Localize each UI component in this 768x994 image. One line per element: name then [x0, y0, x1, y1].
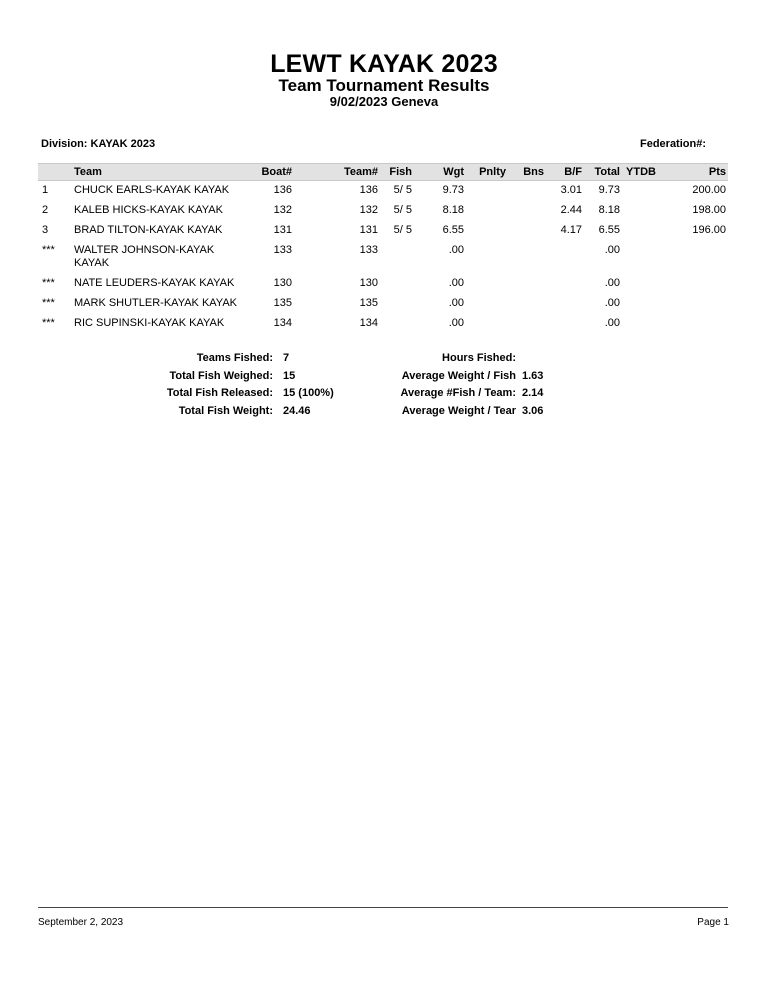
row-fish-count: 5/ 5 [393, 224, 412, 236]
summary-label: Total Fish Weight: [178, 404, 273, 417]
col-fish-header: Fish [380, 164, 414, 181]
row-big-fish: 3.01 [560, 184, 582, 196]
row-boat-number: 130 [273, 277, 292, 289]
row-boat-number: 136 [273, 184, 292, 196]
row-penalty [466, 314, 508, 334]
results-table [38, 163, 728, 334]
row-boat-number: 132 [273, 204, 292, 216]
col-pts-header: Pts [658, 164, 728, 181]
table-row [38, 274, 728, 294]
table-row [38, 201, 728, 221]
col-boat-header: Boat# [244, 164, 294, 181]
table-header-row [38, 164, 728, 181]
footer-divider [38, 907, 728, 908]
federation-label: Federation#: [639, 138, 706, 150]
summary-label: Teams Fished: [196, 352, 273, 364]
row-team-number: 134 [359, 317, 378, 329]
row-bonus [508, 314, 546, 334]
row-penalty [466, 294, 508, 314]
row-team-name: CHUCK EARLS-KAYAK KAYAK [74, 184, 230, 196]
row-bonus [508, 274, 546, 294]
row-weight: .00 [448, 277, 464, 289]
row-total: .00 [604, 317, 620, 329]
col-bns-header: Bns [508, 164, 546, 181]
summary-row [380, 352, 543, 370]
row-total: 8.18 [598, 204, 620, 216]
col-total-header: Total [584, 164, 622, 181]
summary-row [140, 387, 334, 405]
row-fish-count: 5/ 5 [393, 184, 412, 196]
summary-row [140, 352, 334, 370]
row-ytdb [622, 294, 658, 314]
col-place-header [38, 164, 72, 181]
summary-right [380, 352, 543, 422]
row-place: 1 [42, 184, 49, 196]
summary-value: 15 [283, 369, 296, 382]
summary-label: Average #Fish / Team: [400, 387, 516, 399]
row-big-fish: 4.17 [560, 224, 582, 236]
row-boat-number: 131 [273, 224, 292, 236]
summary-label: Total Fish Weighed: [169, 369, 273, 382]
row-place: *** [42, 297, 55, 309]
summary-value: 15 (100%) [283, 387, 334, 399]
row-place: *** [42, 277, 55, 289]
row-total: 6.55 [598, 224, 620, 236]
row-penalty [466, 274, 508, 294]
row-points: 198.00 [692, 204, 726, 216]
report-subtitle: Team Tournament Results [278, 76, 490, 95]
row-boat-number: 133 [273, 244, 292, 256]
row-points: 196.00 [692, 224, 726, 236]
row-bonus [508, 201, 546, 221]
row-big-fish [546, 294, 584, 314]
row-bonus [508, 241, 546, 274]
table-row [38, 241, 728, 274]
results-table-body [38, 181, 728, 335]
row-total: .00 [604, 244, 620, 256]
row-points [658, 274, 728, 294]
row-boat-number: 134 [273, 317, 292, 329]
row-team-number: 136 [359, 184, 378, 196]
row-place: 3 [42, 224, 49, 236]
row-place: *** [42, 244, 55, 256]
row-ytdb [622, 314, 658, 334]
row-team-number: 132 [359, 204, 378, 216]
row-points: 200.00 [692, 184, 726, 196]
row-weight: .00 [448, 317, 464, 329]
summary-row [140, 370, 334, 388]
col-team-header: Team [72, 164, 244, 181]
row-ytdb [622, 221, 658, 241]
row-fish-count [380, 314, 414, 334]
row-bonus [508, 221, 546, 241]
row-team-number: 135 [359, 297, 378, 309]
summary-label: Hours Fished: [442, 352, 516, 364]
row-total: .00 [604, 277, 620, 289]
row-team-name: RIC SUPINSKI-KAYAK KAYAK [74, 317, 225, 329]
summary-value: 24.46 [283, 404, 311, 417]
summary-row [380, 370, 543, 388]
summary-value: 2.14 [522, 387, 544, 399]
row-place: 2 [42, 204, 49, 216]
division-label: Division: KAYAK 2023 [41, 138, 156, 150]
report-date-location: 9/02/2023 Geneva [329, 94, 439, 109]
row-weight: 8.18 [442, 204, 464, 216]
summary-label: Average Weight / Fish [401, 369, 516, 382]
row-place: *** [42, 317, 55, 329]
row-fish-count [380, 294, 414, 314]
summary-value: 7 [283, 352, 290, 364]
summary-value: 3.06 [522, 404, 544, 417]
row-boat-number: 135 [273, 297, 292, 309]
row-team-name: NATE LEUDERS-KAYAK KAYAK [74, 277, 235, 289]
row-penalty [466, 241, 508, 274]
row-penalty [466, 221, 508, 241]
row-ytdb [622, 181, 658, 202]
row-points [658, 241, 728, 274]
row-fish-count [380, 274, 414, 294]
table-row [38, 221, 728, 241]
col-bf-header: B/F [546, 164, 584, 181]
summary-row [380, 405, 543, 423]
row-points [658, 294, 728, 314]
summary-row [140, 405, 334, 423]
row-total: 9.73 [598, 184, 620, 196]
row-bonus [508, 181, 546, 202]
report-title: LEWT KAYAK 2023 [270, 50, 498, 78]
row-team-name: BRAD TILTON-KAYAK KAYAK [74, 224, 223, 236]
row-fish-count: 5/ 5 [393, 204, 412, 216]
row-weight: 9.73 [442, 184, 464, 196]
row-team-name: WALTER JOHNSON-KAYAK KAYAK [74, 244, 215, 269]
summary-row [380, 387, 543, 405]
row-team-name: MARK SHUTLER-KAYAK KAYAK [74, 297, 238, 309]
footer-date: September 2, 2023 [38, 917, 124, 928]
col-ytdb-header: YTDB [622, 164, 658, 181]
summary-label: Average Weight / Tear [401, 404, 516, 417]
table-row [38, 181, 728, 202]
row-big-fish [546, 241, 584, 274]
row-team-number: 131 [359, 224, 378, 236]
row-penalty [466, 201, 508, 221]
table-row [38, 294, 728, 314]
row-big-fish [546, 274, 584, 294]
row-ytdb [622, 201, 658, 221]
row-team-number: 133 [359, 244, 378, 256]
row-big-fish [546, 314, 584, 334]
row-ytdb [622, 274, 658, 294]
row-total: .00 [604, 297, 620, 309]
summary-left [140, 352, 334, 422]
row-fish-count [380, 241, 414, 274]
col-pnlty-header: Pnlty [466, 164, 508, 181]
row-penalty [466, 181, 508, 202]
col-wgt-header: Wgt [414, 164, 466, 181]
row-bonus [508, 294, 546, 314]
row-weight: .00 [448, 297, 464, 309]
col-teamno-header: Team# [294, 164, 380, 181]
footer-page-number: Page 1 [697, 917, 729, 928]
row-weight: 6.55 [442, 224, 464, 236]
table-row [38, 314, 728, 334]
row-weight: .00 [448, 244, 464, 256]
row-big-fish: 2.44 [560, 204, 582, 216]
row-team-number: 130 [359, 277, 378, 289]
row-points [658, 314, 728, 334]
row-team-name: KALEB HICKS-KAYAK KAYAK [74, 204, 223, 216]
row-ytdb [622, 241, 658, 274]
summary-value: 1.63 [522, 369, 544, 382]
summary-label: Total Fish Released: [166, 387, 273, 399]
